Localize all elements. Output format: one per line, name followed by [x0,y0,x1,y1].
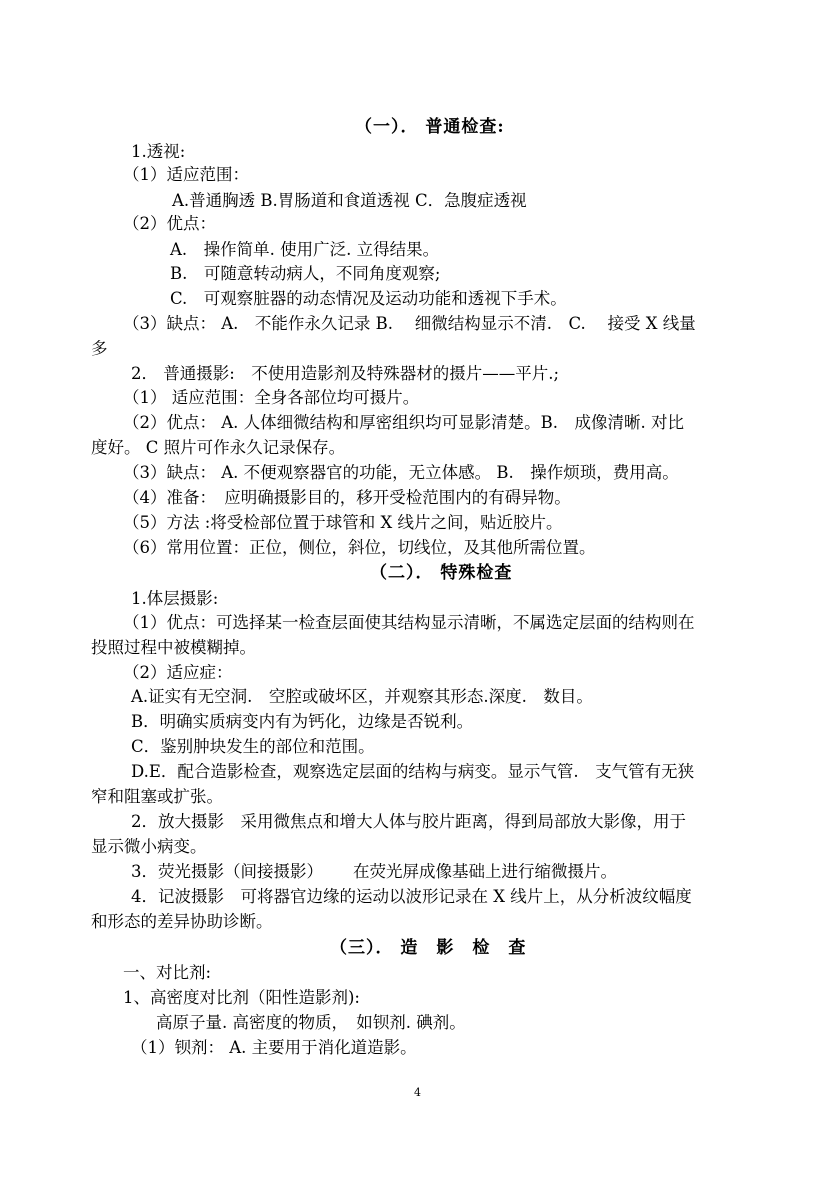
text-line: 窄和阻塞或扩张。 [91,787,223,806]
text-line: （1）适应范围： [123,165,249,184]
text-line: （3）缺点： A. 不能作永久记录 B. 细微结构显示不清. C. 接受 X 线量 [123,314,696,333]
text-line: 度好。 C 照片可作永久记录保存。 [91,438,346,457]
text-line: 一、对比剂: [123,963,212,982]
text-line: 1.透视: [131,142,186,161]
text-line: （3）缺点： A. 不便观察器官的功能，无立体感。 B. 操作烦琐，费用高。 [123,463,679,482]
text-line: D.E．配合造影检查，观察选定层面的结构与病变。显示气管. 支气管有无狭 [131,762,695,781]
text-line: （1）钡剂： A. 主要用于消化道造影。 [131,1038,417,1057]
text-line: B. 可随意转动病人，不同角度观察; [170,264,441,283]
text-line: （5）方法 :将受检部位置于球管和 X 线片之间，贴近胶片。 [123,513,563,532]
page-number: 4 [414,1086,421,1099]
text-line: A.普通胸透 B.胃肠道和食道透视 C．急腹症透视 [172,191,527,210]
text-line: A. 操作简单. 使用广泛. 立得结果。 [170,240,440,259]
text-line: 和形态的差异协助诊断。 [91,912,273,931]
text-line: （1） 适应范围：全身各部位均可摄片。 [123,388,420,407]
text-line: 多 [91,339,108,358]
text-line: 显示微小病变。 [91,837,207,856]
text-line: （4）准备： 应明确摄影目的，移开受检范围内的有碍异物。 [123,488,571,507]
text-line: 4．记波摄影 可将器官边缘的运动以波形记录在 X 线片上，从分析波纹幅度 [131,887,692,906]
text-line: B．明确实质病变内有为钙化，边缘是否锐利。 [131,712,474,731]
section-heading: （二）． 特殊检查 [370,563,513,583]
text-line: （2）适应症： [123,663,233,682]
text-line: 1.体层摄影: [131,589,219,608]
text-line: 2． 普通摄影: 不使用造影剂及特殊器材的摄片——平片.; [131,364,560,383]
text-line: 投照过程中被模糊掉。 [91,638,256,657]
text-line: 2．放大摄影 采用微焦点和增大人体与胶片距离，得到局部放大影像，用于 [131,812,686,831]
text-line: （2）优点： A. 人体细微结构和厚密组织均可显影清楚。B. 成像清晰. 对比 [123,413,685,432]
text-line: （2）优点： [123,214,216,233]
text-line: 高原子量. 高密度的物质， 如钡剂. 碘剂。 [156,1013,466,1032]
text-line: A.证实有无空洞. 空腔或破坏区，并观察其形态.深度. 数目。 [131,687,593,706]
text-line: （6）常用位置：正位，侧位，斜位，切线位，及其他所需位置。 [123,538,596,557]
section-heading: （三）． 造 影 检 查 [330,938,527,958]
text-line: C. 可观察脏器的动态情况及运动功能和透视下手术。 [170,289,567,308]
section-heading: （一）． 普通检查: [355,117,505,137]
text-line: （1）优点：可选择某一检查层面使其结构显示清晰，不属选定层面的结构则在 [123,613,695,632]
text-line: 3．荧光摄影（间接摄影） 在荧光屏成像基础上进行缩微摄片。 [131,862,617,881]
text-line: 1、高密度对比剂（阳性造影剂): [123,988,360,1007]
text-line: C．鉴别肿块发生的部位和范围。 [131,737,375,756]
